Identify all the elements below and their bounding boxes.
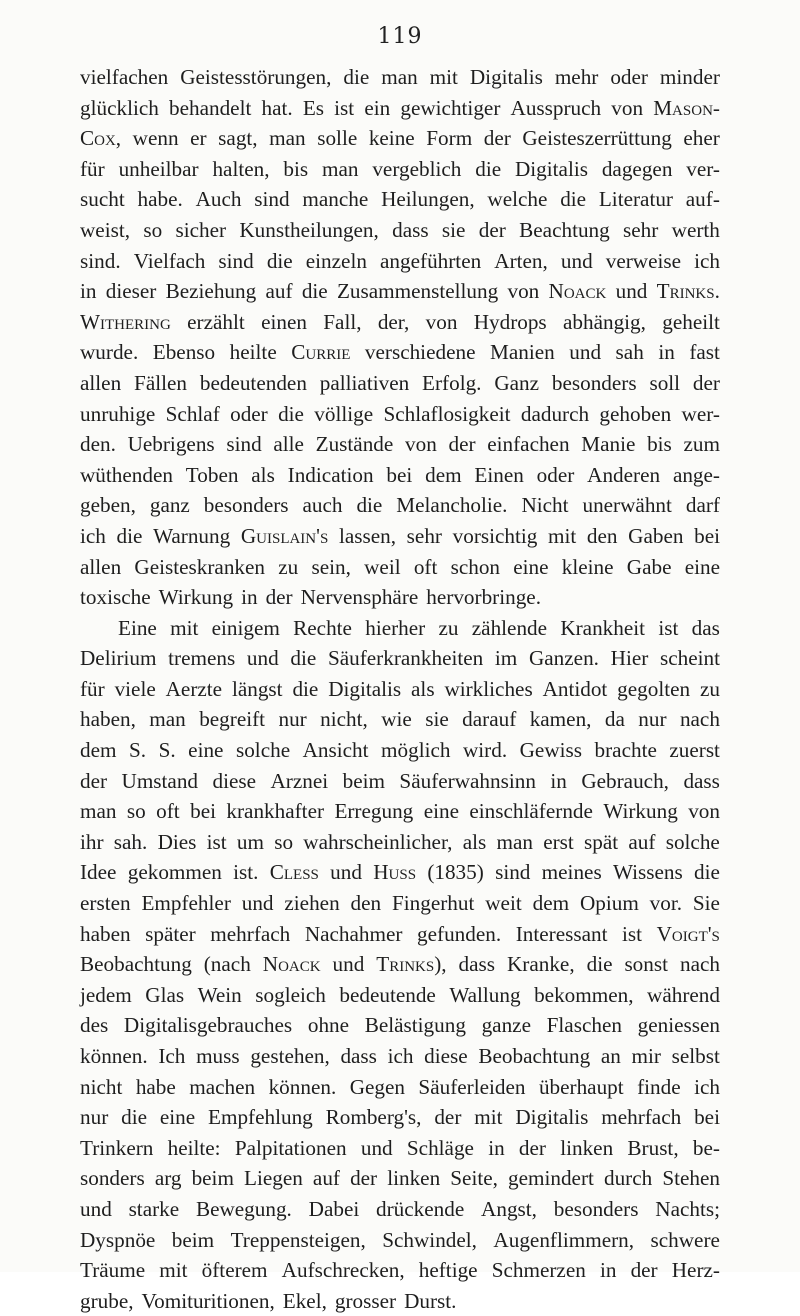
text-line: man so oft bei krankhafter Erregung eine einschläfernde Wirkung von [80, 799, 720, 824]
body-text [80, 62, 720, 1316]
text-line: den. Uebrigens sind alle Zustände von der einfachen Manie bis zum [80, 432, 720, 457]
text-line: sucht habe. Auch sind manche Heilungen, welche die Literatur auf- [80, 187, 720, 212]
text-line: Cox, wenn er sagt, man solle keine Form der Geisteszerrüttung eher [80, 126, 720, 151]
text-line: der Umstand diese Arznei beim Säuferwahnsinn in Gebrauch, dass [80, 768, 720, 793]
text-line: Dyspnöe beim Treppensteigen, Schwindel, Augenflimmern, schwere [80, 1227, 720, 1252]
text-line: wurde. Ebenso heilte Currie verschiedene Manien und sah in fast [80, 340, 720, 365]
text-line: sonders arg beim Liegen auf der linken Seite, gemindert durch Stehen [80, 1166, 720, 1191]
text-line: nur die eine Empfehlung Romberg's, der mit Digitalis mehrfach bei [80, 1105, 720, 1130]
text-line: glücklich behandelt hat. Es ist ein gewichtiger Ausspruch von Mason- [80, 95, 720, 120]
text-line: haben, man begreift nur nicht, wie sie darauf kamen, da nur nach [80, 707, 720, 732]
text-line: dem S. S. eine solche Ansicht möglich wird. Gewiss brachte zuerst [80, 738, 720, 763]
text-line: Trinkern heilte: Palpitationen und Schläge in der linken Brust, be- [80, 1135, 720, 1160]
text-line: wüthenden Toben als Indication bei dem Einen oder Anderen ange- [80, 462, 720, 487]
text-line: allen Fällen bedeutenden palliativen Erfolg. Ganz besonders soll der [80, 370, 720, 395]
page-number: 119 [377, 24, 423, 49]
text-line: allen Geisteskranken zu sein, weil oft schon eine kleine Gabe eine [80, 554, 720, 579]
text-line: Eine mit einigem Rechte hierher zu zählende Krankheit ist das [118, 615, 720, 640]
text-line: und starke Bewegung. Dabei drückende Angst, besonders Nachts; [80, 1196, 720, 1221]
text-line: für viele Aerzte längst die Digitalis als wirkliches Antidot gegolten zu [80, 676, 720, 701]
text-line: sind. Vielfach sind die einzeln angeführten Arten, und verweise ich [80, 248, 720, 273]
text-line: ich die Warnung Guislain's lassen, sehr vorsichtig mit den Gaben bei [80, 523, 720, 548]
text-line: haben später mehrfach Nachahmer gefunden. Interessant ist Voigt's [80, 921, 720, 946]
text-line: ersten Empfehler und ziehen den Fingerhut weit dem Opium vor. Sie [80, 891, 720, 916]
text-line: nicht habe machen können. Gegen Säuferleiden überhaupt finde ich [80, 1074, 720, 1099]
text-line: Delirium tremens und die Säuferkrankheiten im Ganzen. Hier scheint [80, 646, 720, 671]
text-line: können. Ich muss gestehen, dass ich diese Beobachtung an mir selbst [80, 1044, 720, 1068]
text-line: Idee gekommen ist. Cless und Huss (1835) sind meines Wissens die [80, 860, 720, 885]
text-line: ihr sah. Dies ist um so wahrscheinlicher, als man erst spät auf solche [80, 829, 720, 854]
text-line: grube, Vomituritionen, Ekel, grosser Durst. [80, 1288, 457, 1313]
text-line: Withering erzählt einen Fall, der, von Hydrops abhängig, geheilt [80, 309, 720, 334]
text-line: in dieser Beziehung auf die Zusammenstellung von Noack und Trinks. [80, 279, 720, 304]
text-line: jedem Glas Wein sogleich bedeutende Wallung bekommen, während [80, 982, 720, 1007]
text-line: weist, so sicher Kunstheilungen, dass sie der Beachtung sehr werth [80, 217, 720, 242]
text-line: Träume mit öfterem Aufschrecken, heftige Schmerzen in der Herz- [80, 1258, 720, 1283]
text-line: des Digitalisgebrauches ohne Belästigung ganze Flaschen geniessen [80, 1013, 720, 1038]
text-line: geben, ganz besonders auch die Melancholie. Nicht unerwähnt darf [80, 493, 720, 518]
text-line: vielfachen Geistesstörungen, die man mit Digitalis mehr oder minder [80, 65, 720, 89]
text-line: für unheilbar halten, bis man vergeblich die Digitalis dagegen ver- [80, 156, 720, 181]
text-line: unruhige Schlaf oder die völlige Schlaflosigkeit dadurch gehoben wer- [80, 401, 720, 426]
text-line: toxische Wirkung in der Nervensphäre hervorbringe. [80, 585, 542, 610]
text-line: Beobachtung (nach Noack und Trinks), dass Kranke, die sonst nach [80, 952, 720, 977]
